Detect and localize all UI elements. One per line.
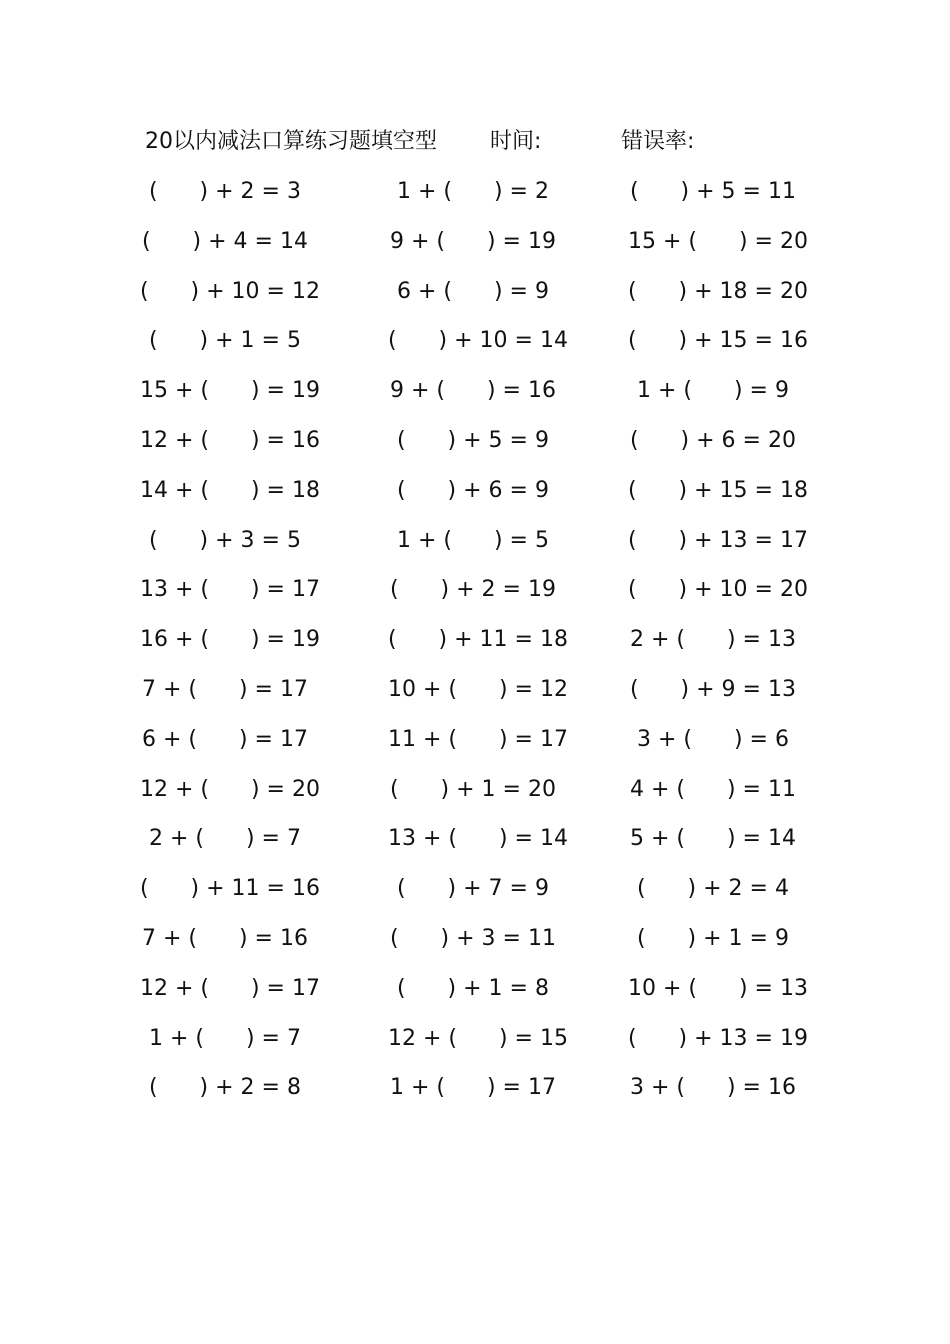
problem-cell: ( ) + 5 = 11 xyxy=(630,179,796,204)
problem-cell: ( ) + 10 = 20 xyxy=(628,577,808,603)
problem-cell: 15 + ( ) = 20 xyxy=(628,228,808,254)
time-label: 时间: xyxy=(490,129,542,154)
problem-cell: 13 + ( ) = 17 xyxy=(140,577,320,603)
problem-row xyxy=(0,969,950,1019)
problem-cell: ( ) + 9 = 13 xyxy=(630,676,796,702)
problem-cell: 3 + ( ) = 16 xyxy=(630,1075,796,1101)
problem-cell: ( ) + 2 = 19 xyxy=(390,577,556,603)
problem-row xyxy=(0,272,950,322)
problem-row xyxy=(0,819,950,869)
problem-cell: 12 + ( ) = 17 xyxy=(140,975,320,1001)
problem-row xyxy=(0,321,950,371)
problem-cell: 11 + ( ) = 17 xyxy=(388,726,568,752)
problem-cell: ( ) + 7 = 9 xyxy=(397,876,549,902)
problem-cell: ( ) + 15 = 18 xyxy=(628,477,808,503)
error-rate-label: 错误率: xyxy=(621,129,695,154)
problem-cell: 6 + ( ) = 17 xyxy=(142,726,308,752)
problem-cell: 7 + ( ) = 16 xyxy=(142,925,308,951)
problem-cell: ( ) + 2 = 3 xyxy=(149,179,301,204)
problem-cell: ( ) + 2 = 8 xyxy=(149,1075,301,1101)
problem-cell: 9 + ( ) = 16 xyxy=(390,378,556,404)
problem-cell: 15 + ( ) = 19 xyxy=(140,378,320,404)
problem-grid xyxy=(0,172,950,1118)
problem-row xyxy=(0,371,950,421)
problem-row xyxy=(0,620,950,670)
problem-cell: 4 + ( ) = 11 xyxy=(630,776,796,802)
problem-cell: 2 + ( ) = 13 xyxy=(630,627,796,653)
problem-cell: ( ) + 3 = 11 xyxy=(390,925,556,951)
problem-cell: 10 + ( ) = 12 xyxy=(388,676,568,702)
problem-cell: ( ) + 15 = 16 xyxy=(628,328,808,354)
problem-cell: ( ) + 1 = 20 xyxy=(390,776,556,802)
problem-cell: ( ) + 1 = 5 xyxy=(149,328,301,354)
problem-cell: ( ) + 5 = 9 xyxy=(397,427,549,453)
problem-cell: ( ) + 1 = 9 xyxy=(637,925,789,951)
problem-cell: 6 + ( ) = 9 xyxy=(397,278,549,304)
problem-cell: ( ) + 4 = 14 xyxy=(142,228,308,254)
problem-cell: ( ) + 2 = 4 xyxy=(637,876,789,902)
problem-cell: ( ) + 18 = 20 xyxy=(628,278,808,304)
problem-cell: ( ) + 10 = 12 xyxy=(140,278,320,304)
problem-row xyxy=(0,521,950,571)
problem-cell: 1 + ( ) = 5 xyxy=(397,527,549,553)
problem-cell: 10 + ( ) = 13 xyxy=(628,975,808,1001)
problem-cell: ( ) + 3 = 5 xyxy=(149,527,301,553)
problem-cell: 12 + ( ) = 16 xyxy=(140,427,320,453)
problem-row xyxy=(0,670,950,720)
problem-cell: ( ) + 1 = 8 xyxy=(397,975,549,1001)
problem-cell: 5 + ( ) = 14 xyxy=(630,826,796,852)
problem-cell: 16 + ( ) = 19 xyxy=(140,627,320,653)
problem-cell: 9 + ( ) = 19 xyxy=(390,228,556,254)
problem-cell: 1 + ( ) = 2 xyxy=(397,179,549,204)
problem-cell: 13 + ( ) = 14 xyxy=(388,826,568,852)
problem-cell: ( ) + 6 = 9 xyxy=(397,477,549,503)
problem-cell: ( ) + 13 = 17 xyxy=(628,527,808,553)
problem-row xyxy=(0,1068,950,1118)
problem-cell: 1 + ( ) = 9 xyxy=(637,378,789,404)
problem-row xyxy=(0,471,950,521)
problem-row xyxy=(0,720,950,770)
worksheet-title: 20以内减法口算练习题填空型 xyxy=(145,129,437,154)
problem-cell: ( ) + 11 = 18 xyxy=(388,627,568,653)
problem-cell: ( ) + 11 = 16 xyxy=(140,876,320,902)
problem-row xyxy=(0,222,950,272)
problem-row xyxy=(0,172,950,222)
problem-cell: ( ) + 6 = 20 xyxy=(630,427,796,453)
problem-cell: 3 + ( ) = 6 xyxy=(637,726,789,752)
problem-row xyxy=(0,1019,950,1069)
problem-cell: 7 + ( ) = 17 xyxy=(142,676,308,702)
problem-row xyxy=(0,869,950,919)
problem-cell: ( ) + 13 = 19 xyxy=(628,1025,808,1051)
problem-row xyxy=(0,770,950,820)
problem-cell: 12 + ( ) = 15 xyxy=(388,1025,568,1051)
problem-row xyxy=(0,421,950,471)
problem-cell: 12 + ( ) = 20 xyxy=(140,776,320,802)
problem-row xyxy=(0,570,950,620)
problem-row xyxy=(0,919,950,969)
problem-cell: 2 + ( ) = 7 xyxy=(149,826,301,852)
problem-cell: 14 + ( ) = 18 xyxy=(140,477,320,503)
problem-cell: 1 + ( ) = 7 xyxy=(149,1025,301,1051)
problem-cell: ( ) + 10 = 14 xyxy=(388,328,568,354)
problem-cell: 1 + ( ) = 17 xyxy=(390,1075,556,1101)
